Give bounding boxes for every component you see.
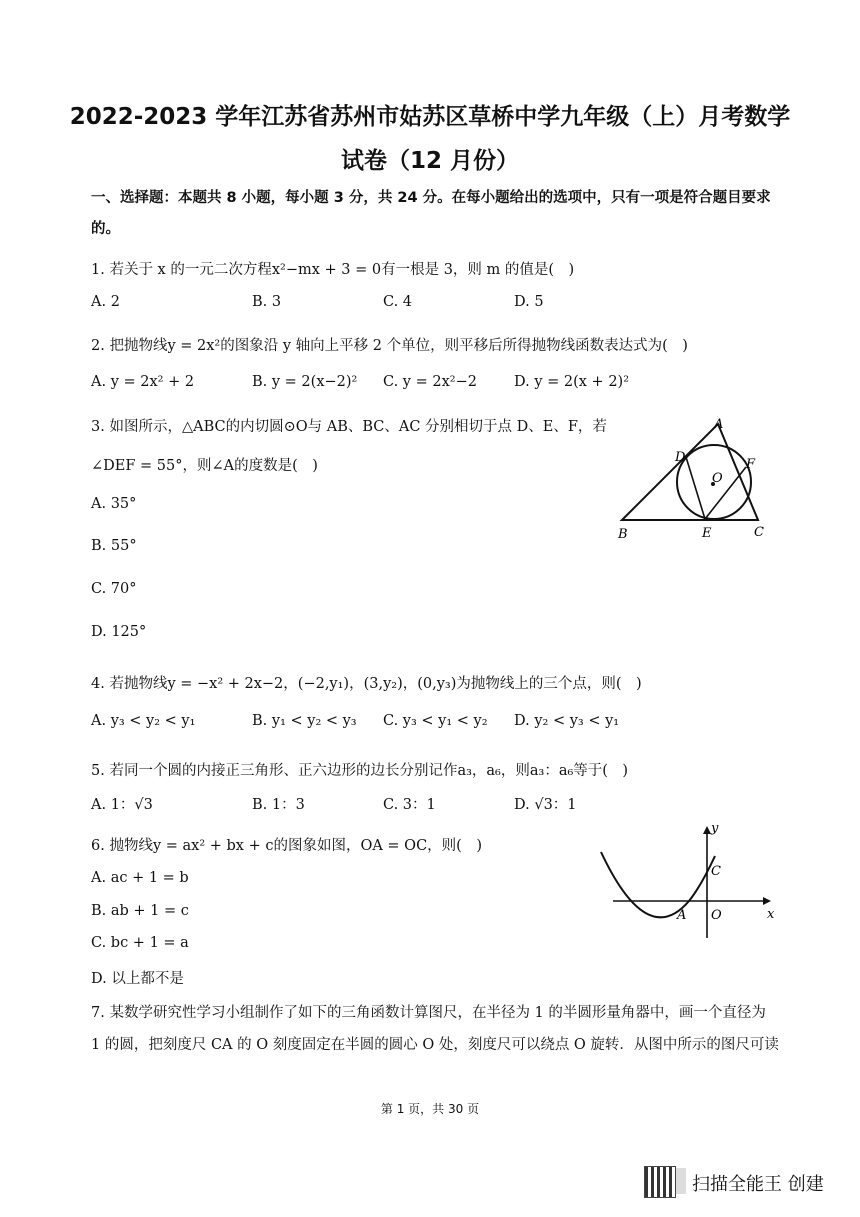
label-e: E [702,526,712,541]
label-c: C [711,864,721,879]
question-6-option-c: C. bc + 1 = a [91,935,189,951]
question-6-option-a: A. ac + 1 = b [91,870,189,886]
y-axis-arrow [703,826,711,834]
question-2-option-b: B. y = 2(x−2)² [252,374,358,390]
question-4-option-a: A. y₃ < y₂ < y₁ [91,713,196,729]
label-o: O [711,908,722,923]
app-logo-stripe [676,1168,686,1194]
question-3-option-b: B. 55° [91,538,137,554]
question-7-line-1: 7. 某数学研究性学习小组制作了如下的三角函数计算图尺，在半径为 1 的半圆形量角器中，画一个直径为 [91,1005,766,1021]
question-6-option-d: D. 以上都不是 [91,971,184,987]
x-axis-arrow [763,897,771,905]
question-2-option-d: D. y = 2(x + 2)² [514,374,630,390]
page-title-line-2: 试卷（12 月份） [340,148,519,174]
label-y: y [711,821,719,836]
question-4-stem: 4. 若抛物线y = −x² + 2x−2，(−2,y₁)，(3,y₂)，(0,y₃)为抛物线上的三个点，则( ) [91,676,642,692]
question-1-option-d: D. 5 [514,294,544,310]
question-3-option-d: D. 125° [91,624,147,640]
label-a: A [677,908,687,923]
question-3-option-a: A. 35° [91,496,137,512]
question-7-line-2: 1 的圆，把刻度尺 CA 的 O 刻度固定在半圆的圆心 O 处，刻度尺可以绕点 O 旋转．从图中所示的图尺可读 [91,1037,779,1053]
question-2-option-a: A. y = 2x² + 2 [91,374,195,390]
parabola-figure [595,820,775,942]
section-header-line-1: 一、选择题：本题共 8 小题，每小题 3 分，共 24 分。在每小题给出的选项中，只有一项是符合题目要求 [91,190,771,206]
question-3-stem-line-2: ∠DEF = 55°，则∠A的度数是( ) [91,458,318,474]
question-5-option-b: B. 1：3 [252,797,305,813]
label-x: x [767,907,775,922]
question-6-stem: 6. 抛物线y = ax² + bx + c的图象如图，OA = OC，则( ) [91,838,482,854]
question-5-stem: 5. 若同一个圆的内接正三角形、正六边形的边长分别记作a₃，a₆，则a₃：a₆等于( ) [91,763,629,779]
section-header-line-2: 的。 [91,221,120,237]
label-f: F [746,457,756,472]
question-3-option-c: C. 70° [91,581,137,597]
qr-code-icon [644,1166,676,1198]
question-1-option-c: C. 4 [383,294,413,310]
question-5-option-d: D. √3：1 [514,797,577,813]
label-o: O [712,471,723,486]
watermark-text: 扫描全能王 创建 [692,1174,824,1195]
question-4-option-b: B. y₁ < y₂ < y₃ [252,713,357,729]
question-6-option-b: B. ab + 1 = c [91,903,189,919]
label-c: C [754,525,764,540]
question-1-option-a: A. 2 [91,294,120,310]
label-a: A [714,417,724,432]
question-4-option-c: C. y₃ < y₁ < y₂ [383,713,488,729]
question-2-stem: 2. 把抛物线y = 2x²的图象沿 y 轴向上平移 2 个单位，则平移后所得抛物线函数表达式为( ) [91,338,688,354]
label-b: B [618,527,628,542]
triangle-incircle-figure [610,412,780,542]
page-title-line-1: 2022-2023 学年江苏省苏州市姑苏区草桥中学九年级（上）月考数学 [69,104,791,130]
question-5-option-a: A. 1：√3 [91,797,153,813]
label-d: D [675,450,686,465]
question-2-option-c: C. y = 2x²−2 [383,374,477,390]
question-1-option-b: B. 3 [252,294,282,310]
parabola-curve [601,852,715,917]
page-number-footer: 第 1 页，共 30 页 [380,1102,480,1116]
question-3-stem-line-1: 3. 如图所示，△ABC的内切圆⊙O与 AB、BC、AC 分别相切于点 D、E、F，若 [91,419,607,435]
question-5-option-c: C. 3：1 [383,797,436,813]
question-4-option-d: D. y₂ < y₃ < y₁ [514,713,620,729]
question-1-stem: 1. 若关于 x 的一元二次方程x²−mx + 3 = 0有一根是 3，则 m 的值是( ) [91,262,575,278]
